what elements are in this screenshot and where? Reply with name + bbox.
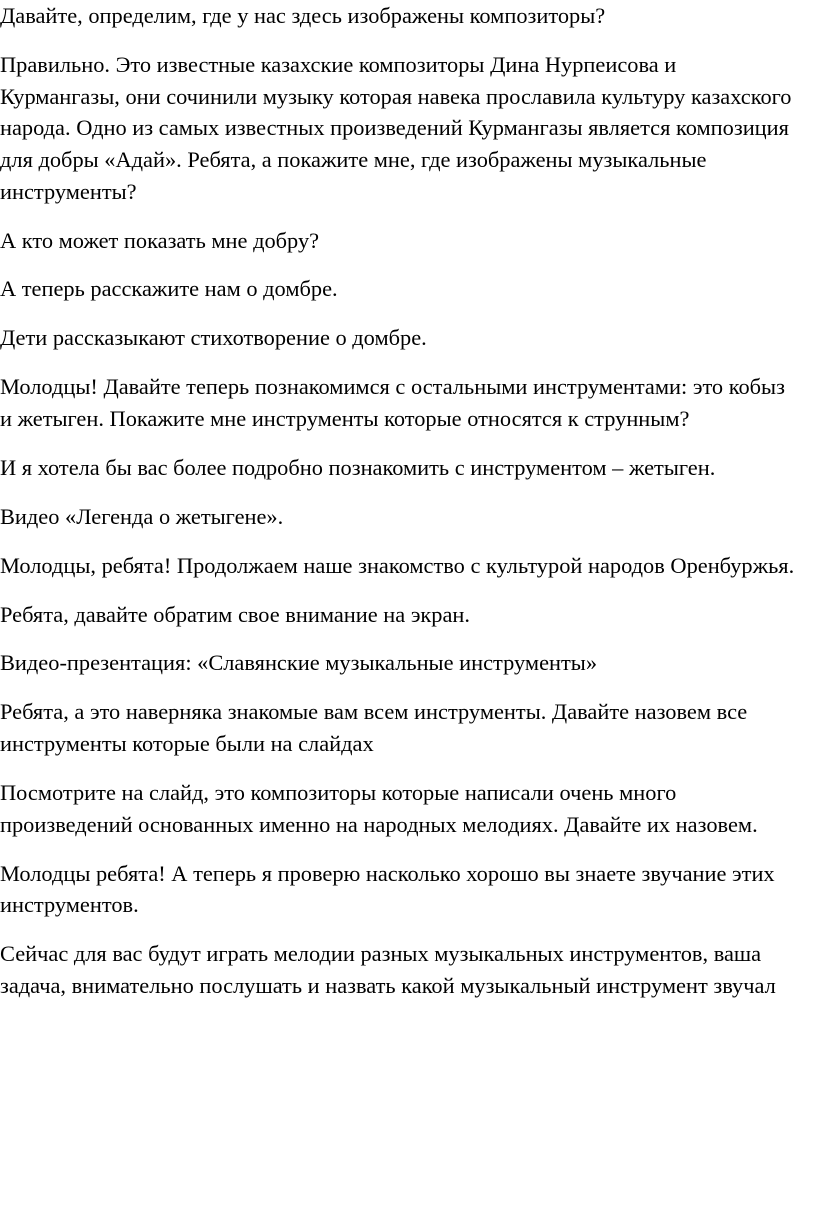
paragraph-9: Молодцы, ребята! Продолжаем наше знакомство с культурой народов Оренбуржья. (0, 552, 795, 578)
paragraph-13: Посмотрите на слайд, это композиторы которые написали очень много произведений основанных именно на народных мелодиях. Давайте их назовем. (0, 779, 758, 837)
paragraph-10: Ребята, давайте обратим свое внимание на экран. (0, 601, 471, 627)
paragraph-5: Дети рассказыкают стихотворение о домбре. (0, 325, 427, 351)
paragraph-7: И я хотела бы вас более подробно познакомить с инструментом – жетыген. (0, 454, 716, 480)
paragraph-4: А теперь расскажите нам о домбре. (0, 276, 338, 302)
paragraph-15: Сейчас для вас будут играть мелодии разных музыкальных инструментов, ваша задача, внимательно послушать и назвать какой музыкальный инструмент звучал (0, 941, 776, 998)
paragraph-12: Ребята, а это наверняка знакомые вам всем инструменты. Давайте назовем все инструменты которые были на слайдах (0, 699, 748, 757)
paragraph-14: Молодцы ребята! А теперь я проверю насколько хорошо вы знаете звучание этих инструментов. (0, 860, 775, 918)
paragraph-1: Давайте, определим, где у нас здесь изображены композиторы? (0, 3, 606, 28)
paragraph-8: Видео «Легенда о жетыгене». (0, 503, 284, 529)
paragraph-6: Молодцы! Давайте теперь познакомимся с остальными инструментами: это кобыз и жетыген. Покажите мне инструменты которые относятся к струнным? (0, 374, 785, 431)
paragraph-11: Видео-презентация: «Славянские музыкальные инструменты» (0, 650, 598, 676)
paragraph-3: А кто может показать мне добру? (0, 227, 320, 253)
paragraph-2: Правильно. Это известные казахские композиторы Дина Нурпеисова и Курмангазы, они сочинили музыку которая навека прославила культуру казахского народа. Одно из самых известных произведений Курмангазы является композиция для добры «Адай». Ребята, а покажите мне, где изображены музыкальные инструменты? (0, 51, 792, 204)
